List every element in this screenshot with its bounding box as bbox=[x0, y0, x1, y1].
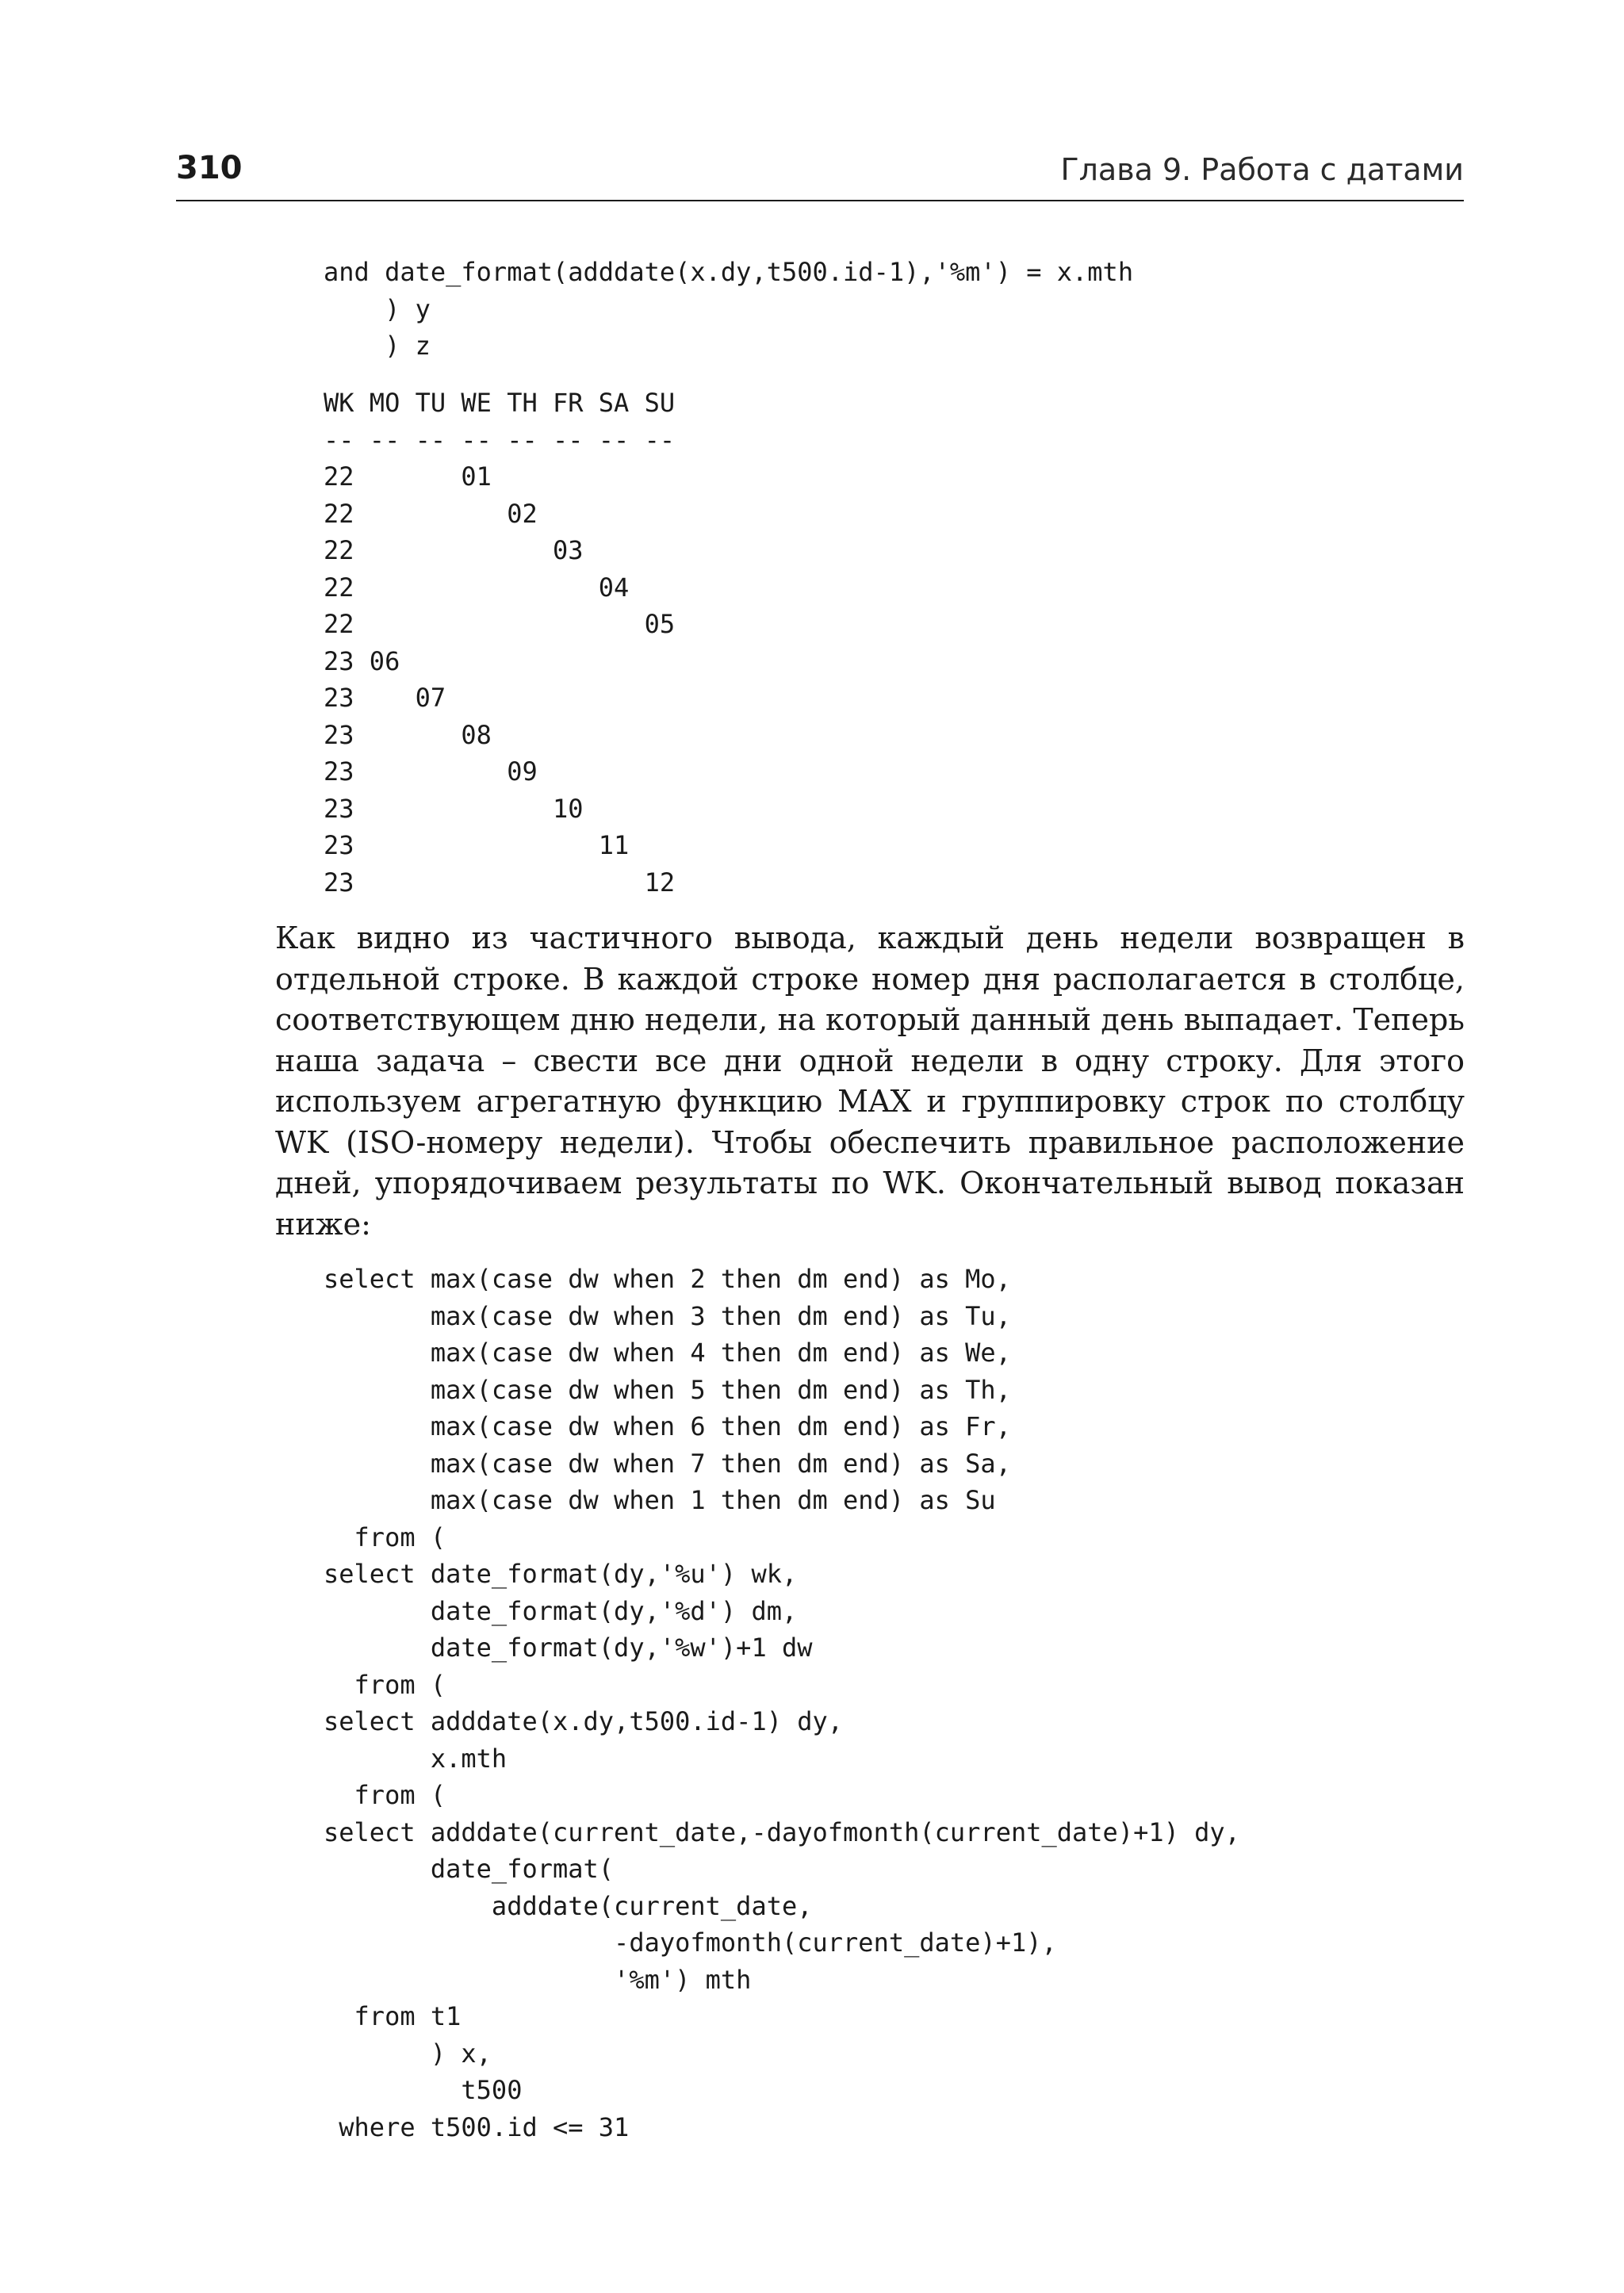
body-paragraph: Как видно из частичного вывода, каждый день недели возвращен в отдельной строке. В каждой строке номер дня располагается в столбце, соответствующем дню недели, на который данный день выпадает. Теперь наша задача – свести все дни одной недели в одну строку. Для этого используем агрегатную функцию MAX и группировку строк по столбцу WK (ISO-номеру недели). Чтобы обеспечить правильное расположение дней, упорядочиваем результаты по WK. Окончательный вывод показан ниже: bbox=[275, 921, 1465, 1242]
code-block-top: and date_format(adddate(x.dy,t500.id-1),'%m') = x.mth ) y ) z bbox=[324, 257, 1134, 361]
page-header bbox=[176, 143, 1464, 201]
query-result-table: WK MO TU WE TH FR SA SU -- -- -- -- -- -- -- -- 22 01 22 02 22 03 22 04 22 05 23 06 23 07 23 08 23 09 23 10 23 11 23 12 bbox=[324, 388, 676, 898]
code-block-main: select max(case dw when 2 then dm end) as Mo, max(case dw when 3 then dm end) as Tu, max(case dw when 4 then dm end) as We, max(case dw when 5 then dm end) as Th, max(case dw when 6 then dm end) as Fr, max(case dw when 7 then dm end) as Sa, max(case dw when 1 then dm end) as Su from ( select date_format(dy,'%u') wk, date_format(dy,'%d') dm, date_format(dy,'%w')+1 dw from ( select adddate(x.dy,t500.id-1) dy, x.mth from ( select adddate(current_date,-dayofmonth(current_date)+1) dy, date_format( adddate(current_date, -dayofmonth(current_date)+1), '%m') mth from t1 ) x, t500 where t500.id <= 31 bbox=[324, 1264, 1240, 2142]
page-number: 310 bbox=[176, 150, 243, 186]
running-head: Глава 9. Работа с датами bbox=[1060, 152, 1464, 187]
